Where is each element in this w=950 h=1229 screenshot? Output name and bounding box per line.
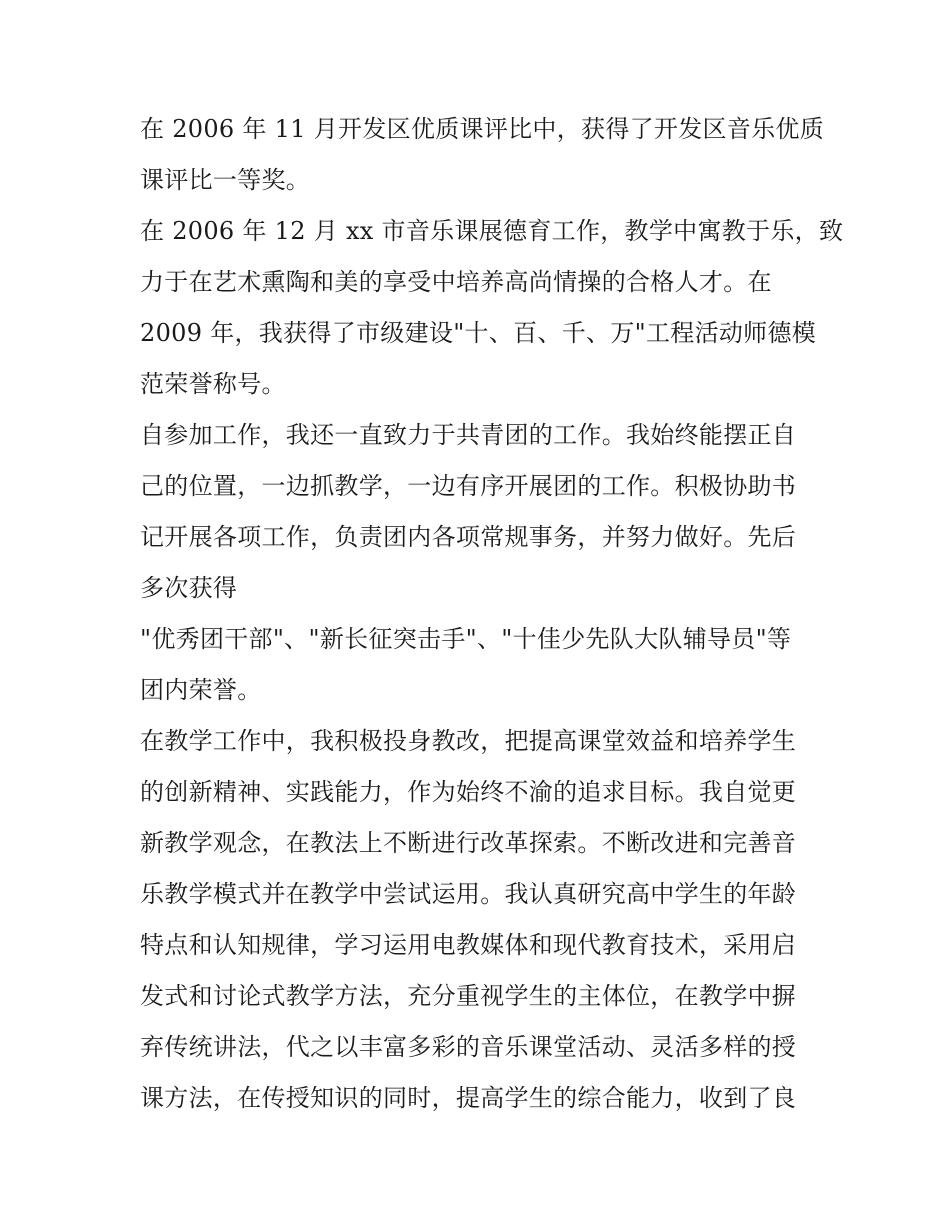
text-line: 范荣誉称号。 (140, 370, 286, 398)
text-line: 课方法，在传授知识的同时，提高学生的综合能力，收到了良 (140, 1084, 797, 1112)
text-line: 力于在艺术熏陶和美的享受中培养高尚情操的合格人才。在 (140, 268, 772, 296)
text-line: 乐教学模式并在教学中尝试运用。我认真研究高中学生的年龄 (140, 880, 797, 908)
text-line: 的创新精神、实践能力，作为始终不渝的追求目标。我自觉更 (140, 778, 797, 806)
text-line: 在 2006 年 11 月开发区优质课评比中，获得了开发区音乐优质 (140, 115, 825, 143)
text-line: 特点和认知规律，学习运用电教媒体和现代教育技术，采用启 (140, 931, 797, 959)
text-line: 团内荣誉。 (140, 676, 262, 704)
text-line: 2009 年，我获得了市级建设"十、百、千、万"工程活动师德模 (140, 319, 817, 347)
text-line: 在 2006 年 12 月 xx 市音乐课展德育工作，教学中寓教于乐，致 (140, 217, 844, 245)
text-line: 课评比一等奖。 (140, 166, 311, 194)
text-line: 新教学观念，在教法上不断进行改革探索。不断改进和完善音 (140, 829, 797, 857)
text-line: 发式和讨论式教学方法，充分重视学生的主体位，在教学中摒 (140, 982, 797, 1010)
document-page (140, 104, 844, 1124)
text-line: "优秀团干部"、"新长征突击手"、"十佳少先队大队辅导员"等 (140, 625, 792, 653)
text-line: 多次获得 (140, 574, 238, 602)
text-line: 弃传统讲法，代之以丰富多彩的音乐课堂活动、灵活多样的授 (140, 1033, 797, 1061)
text-line: 记开展各项工作，负责团内各项常规事务，并努力做好。先后 (140, 523, 797, 551)
text-line: 自参加工作，我还一直致力于共青团的工作。我始终能摆正自 (140, 421, 797, 449)
text-line: 在教学工作中，我积极投身教改，把提高课堂效益和培养学生 (140, 727, 797, 755)
text-line: 己的位置，一边抓教学，一边有序开展团的工作。积极协助书 (140, 472, 797, 500)
